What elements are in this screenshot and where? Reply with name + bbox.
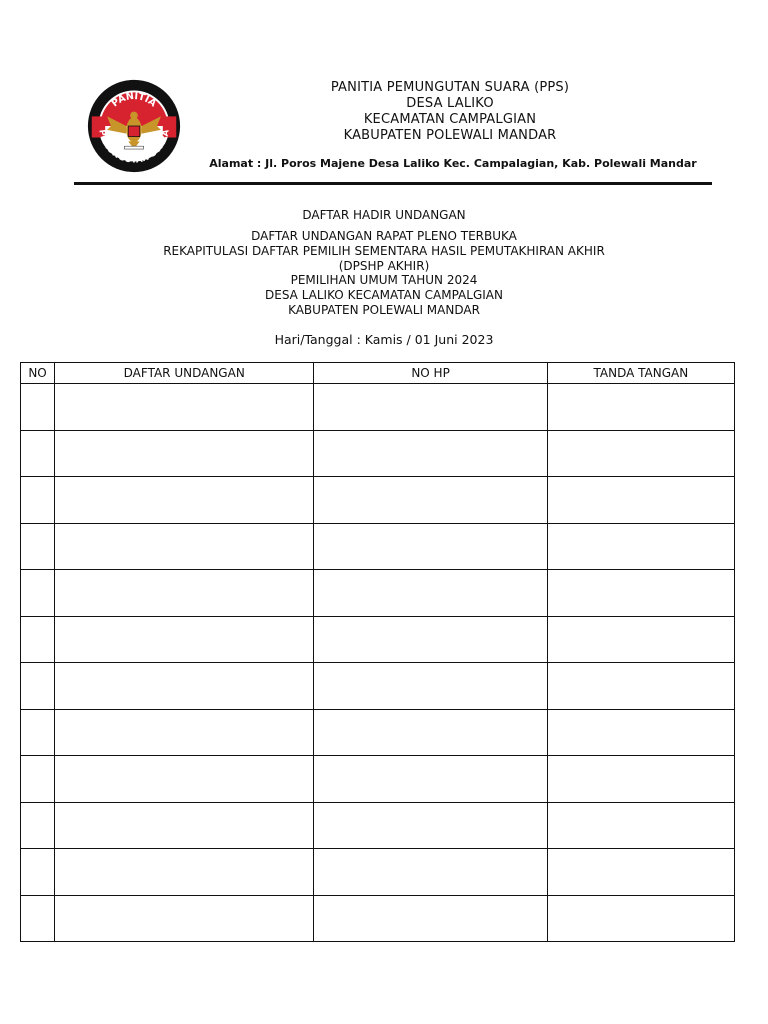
attendance-table [20, 362, 735, 942]
cell-signature [547, 709, 734, 756]
cell-no [21, 663, 55, 710]
cell-no [21, 756, 55, 803]
table-header-row [21, 363, 735, 384]
cell-phone [314, 384, 547, 431]
subtitle-line: DAFTAR UNDANGAN RAPAT PLENO TERBUKA [251, 229, 517, 243]
cell-no [21, 709, 55, 756]
address-line: Alamat : Jl. Poros Majene Desa Laliko Kec. Campalagian, Kab. Polewali Mandar [209, 157, 697, 170]
cell-signature [547, 756, 734, 803]
document-subtitle [0, 229, 768, 318]
cell-signature [547, 849, 734, 896]
table-row [21, 523, 735, 570]
cell-phone [314, 709, 547, 756]
cell-name [55, 663, 314, 710]
table-row [21, 477, 735, 524]
cell-phone [314, 430, 547, 477]
cell-name [55, 895, 314, 942]
column-header-signature: TANDA TANGAN [547, 363, 734, 384]
subtitle-line: (DPSHP AKHIR) [338, 258, 430, 273]
subtitle-line: REKAPITULASI DAFTAR PEMILIH SEMENTARA HASIL PEMUTAKHIRAN AKHIR [163, 243, 605, 258]
cell-phone [314, 523, 547, 570]
cell-phone [314, 802, 547, 849]
cell-signature [547, 477, 734, 524]
cell-no [21, 849, 55, 896]
kpu-logo-icon [86, 78, 182, 174]
cell-phone [314, 756, 547, 803]
table-row [21, 663, 735, 710]
header-line: KECAMATAN CAMPALGIAN [363, 112, 537, 127]
cell-signature [547, 430, 734, 477]
table-row [21, 802, 735, 849]
table-row [21, 384, 735, 431]
table-row [21, 756, 735, 803]
cell-no [21, 895, 55, 942]
table-row [21, 430, 735, 477]
cell-phone [314, 849, 547, 896]
cell-name [55, 384, 314, 431]
cell-signature [547, 895, 734, 942]
cell-signature [547, 384, 734, 431]
organization-header [230, 80, 670, 144]
cell-no [21, 384, 55, 431]
cell-phone [314, 616, 547, 663]
table-row [21, 849, 735, 896]
subtitle-line: KABUPATEN POLEWALI MANDAR [288, 302, 480, 317]
cell-phone [314, 570, 547, 617]
column-header-name: DAFTAR UNDANGAN [55, 363, 314, 384]
cell-signature [547, 663, 734, 710]
table-row [21, 616, 735, 663]
cell-name [55, 756, 314, 803]
cell-phone [314, 895, 547, 942]
cell-name [55, 849, 314, 896]
meeting-date: Hari/Tanggal : Kamis / 01 Juni 2023 [274, 332, 494, 347]
cell-signature [547, 570, 734, 617]
cell-name [55, 430, 314, 477]
cell-name [55, 477, 314, 524]
logo-bottom-text: PEMUNGUTAN SUARA [96, 128, 172, 166]
cell-name [55, 802, 314, 849]
header-line: DESA LALIKO [406, 96, 494, 111]
logo-top-text: PANITIA [109, 90, 159, 110]
column-header-no: NO [21, 363, 55, 384]
cell-no [21, 430, 55, 477]
cell-name [55, 616, 314, 663]
header-divider [74, 182, 712, 185]
cell-name [55, 523, 314, 570]
table-row [21, 570, 735, 617]
cell-name [55, 709, 314, 756]
cell-phone [314, 663, 547, 710]
cell-signature [547, 802, 734, 849]
document-title: DAFTAR HADIR UNDANGAN [302, 208, 466, 222]
subtitle-line: PEMILIHAN UMUM TAHUN 2024 [290, 273, 478, 288]
cell-phone [314, 477, 547, 524]
cell-name [55, 570, 314, 617]
subtitle-line: DESA LALIKO KECAMATAN CAMPALGIAN [265, 288, 503, 303]
cell-signature [547, 616, 734, 663]
table-row [21, 895, 735, 942]
cell-no [21, 477, 55, 524]
cell-signature [547, 523, 734, 570]
cell-no [21, 616, 55, 663]
cell-no [21, 523, 55, 570]
header-line: KABUPATEN POLEWALI MANDAR [343, 128, 557, 143]
table-row [21, 709, 735, 756]
header-line: PANITIA PEMUNGUTAN SUARA (PPS) [330, 80, 570, 95]
cell-no [21, 570, 55, 617]
cell-no [21, 802, 55, 849]
column-header-phone: NO HP [314, 363, 547, 384]
